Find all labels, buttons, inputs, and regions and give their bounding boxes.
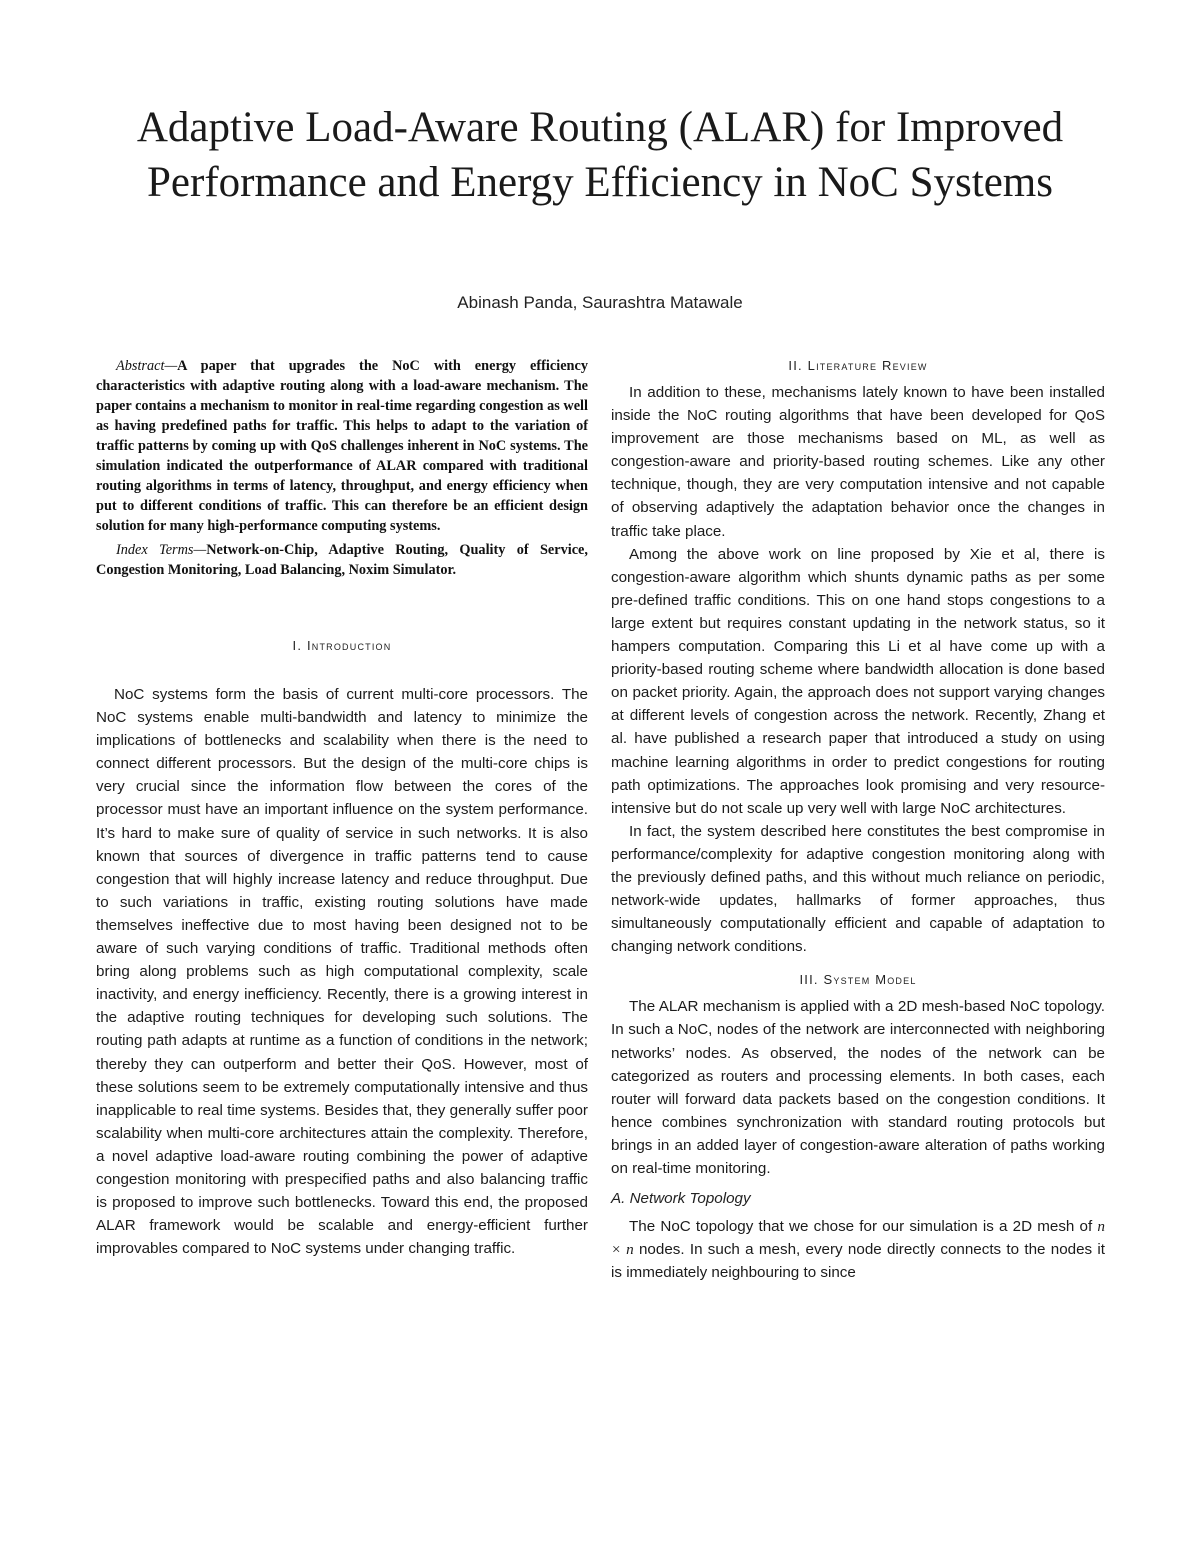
network-topology-paragraph: [611, 1215, 1105, 1284]
system-model-paragraph: The ALAR mechanism is applied with a 2D mesh-based NoC topology. In such a NoC, nodes of the network are interconnected with neighboring networks’ nodes. As observed, the nodes of the network can be categorized as routers and processing elements. In both cases, each router will forward data packets based on the congestion conditions. It hence combines synchronization with standard routing protocols but brings in an added layer of congestion-aware alteration of paths working on real-time monitoring.: [611, 998, 1105, 1177]
paper-authors: Abinash Panda, Saurashtra Matawale: [457, 293, 743, 312]
literature-paragraph-1: In addition to these, mechanisms lately known to have been installed inside the NoC routing algorithms that have been developed for QoS improvement are those mechanisms based on ML, as well as congestion-aware and priority-based routing schemes. Like any other technique, though, they are very computation intensive and not capable of observing adaptively the adaptation behavior once the changes in traffic take place.: [611, 384, 1105, 540]
section-heading-system-model: III. System Model: [799, 972, 917, 988]
subsection-heading-network-topology: A. Network Topology: [611, 1190, 751, 1208]
index-terms-label: Index Terms—: [116, 542, 207, 558]
index-terms-text: Network-on-Chip, Adaptive Routing, Quality of Service, Congestion Monitoring, Load Balancing, Noxim Simulator.: [96, 542, 588, 578]
paper-title: Adaptive Load-Aware Routing (ALAR) for Improved Performance and Energy Efficiency in NoC Systems: [136, 104, 1064, 206]
abstract: [96, 356, 588, 536]
network-topology-text-start: The NoC topology that we chose for our simulation is a 2D mesh of: [629, 1218, 1098, 1236]
literature-paragraph-2: Among the above work on line proposed by Xie et al, there is congestion-aware algorithm which shunts dynamic paths as per some pre-defined traffic conditions. This on one hand stops congestions to a large extent but requires constant updating in the network status, so it hampers computation. Comparing this Li et al have come up with a priority-based routing scheme where bandwidth allocation is done based on packet priority. Again, the approach does not support varying changes at different levels of congestion across the network. Recently, Zhang et al. have published a research paper that introduced a study on using machine learning algorithms in order to predict congestions for routing path optimizations. The approaches look promising and very resource-intensive but do not scale up very well with large NoC architectures.: [611, 545, 1105, 817]
abstract-text: A paper that upgrades the NoC with energy efficiency characteristics with adaptive routing along with a load-aware mechanism. The paper contains a mechanism to monitor in real-time regarding congestion as well as having predefined paths for traffic. This helps to adapt to the variation of traffic patterns by coming up with QoS challenges inherent in NoC systems. The simulation indicated the outperformance of ALAR compared with traditional routing algorithms in terms of latency, throughput, and energy efficiency when put to different conditions of traffic. This can therefore be an efficient design solution for many high-performance computing systems.: [96, 358, 588, 534]
left-column: [96, 356, 588, 1260]
right-column: [611, 356, 1105, 1284]
section-heading-literature-review: II. Literature Review: [788, 358, 928, 373]
network-topology-text-end: nodes. In such a mesh, every node directly connects to the nodes it is immediately neighbouring to since: [611, 1241, 1106, 1282]
abstract-label: Abstract—: [116, 358, 178, 374]
literature-paragraph-3: In fact, the system described here constitutes the best compromise in performance/complexity for adaptive congestion monitoring along with the previously defined paths, and this without much reliance on periodic, network-wide updates, hallmarks of former approaches, thus simultaneously computationally efficient and capable of adaptation to changing network conditions.: [611, 822, 1105, 956]
section-heading-introduction: I. Introduction: [292, 638, 392, 653]
mesh-size-math: n × n: [611, 1218, 1105, 1259]
index-terms: [96, 540, 588, 580]
introduction-paragraph: NoC systems form the basis of current multi-core processors. The NoC systems enable multi-bandwidth and latency to minimize the implications of bottlenecks and scalability when there is the need to connect different processors. But the design of the multi-core chips is very crucial since the information flow between the cores of the processor must have an important influence on the system performance. It’s hard to make sure of quality of service in such networks. It is also known that sources of divergence in traffic patterns tend to cause congestion that will highly increase latency and reduce throughput. Due to such variations in traffic, existing routing solutions have made themselves ineffective due to most having been designed not to be aware of such varying conditions of traffic. Traditional methods often bring along problems such as high computational complexity, scale inactivity, and energy inefficiency. Recently, there is a growing interest in the adaptive routing techniques for developing such solutions. The routing path adapts at runtime as a function of conditions in the network; thereby they can outperform and better their QoS. However, most of these solutions seem to be extremely computationally intensive and thus inapplicable to real time systems. Besides that, they generally suffer poor scalability when multi-core architectures attain the complexity. Therefore, a novel adaptive load-aware routing combining the power of adaptive congestion monitoring with prespecified paths and also balancing traffic is proposed to improve such bottlenecks. Toward this end, the proposed ALAR framework would be scalable and energy-efficient further improvables compared to NoC systems under changing traffic.: [96, 686, 588, 1258]
